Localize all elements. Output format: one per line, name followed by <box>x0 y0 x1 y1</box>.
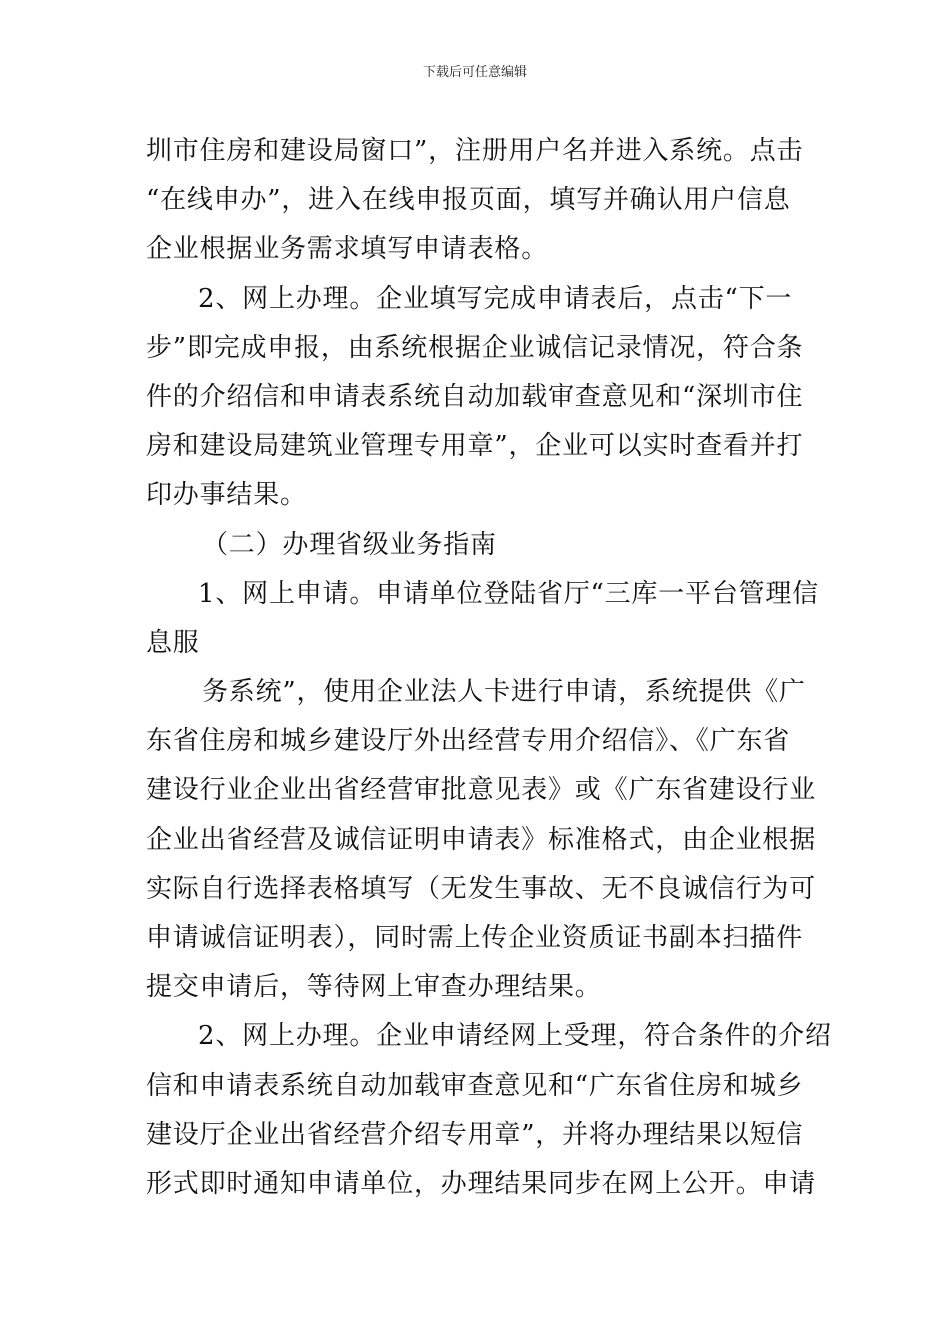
text-line: 形式即时通知申请单位，办理结果同步在网上公开。申请 <box>146 1168 817 1199</box>
text-line: 申请诚信证明表），同时需上传企业资质证书副本扫描件 <box>146 923 804 953</box>
section-heading: （二）办理省级业务指南 <box>202 529 497 560</box>
page-header: 下载后可任意编辑 <box>422 65 527 80</box>
text-line: 提交申请后，等待网上审查办理结果。 <box>146 972 602 1003</box>
text-line: 1、网上申请。申请单位登陆省厅“三库一平台管理信 <box>198 578 820 609</box>
text-line: “在线申办”，进入在线申报页面，填写并确认用户信息 <box>146 185 791 216</box>
text-line: 件的介绍信和申请表系统自动加载审查意见和“深圳市住 <box>146 381 804 412</box>
text-line: 实际自行选择表格填写（无发生事故、无不良诚信行为可 <box>146 873 817 904</box>
text-line: 东省住房和城乡建设厅外出经营专用介绍信》、《广东省 <box>146 726 791 757</box>
text-line: 建设厅企业出省经营介绍专用章”，并将办理结果以短信 <box>146 1119 804 1150</box>
text-line: 信和申请表系统自动加载审查意见和“广东省住房和城乡 <box>146 1070 804 1101</box>
text-line: 企业出省经营及诚信证明申请表》标准格式，由企业根据 <box>146 824 817 855</box>
text-line: 圳市住房和建设局窗口”，注册用户名并进入系统。点击 <box>146 136 804 166</box>
text-line: 印办事结果。 <box>146 480 307 511</box>
document-body <box>146 127 832 1209</box>
text-line: 企业根据业务需求填写申请表格。 <box>146 234 549 265</box>
text-line: 建设行业企业出省经营审批意见表》或《广东省建设行业 <box>146 775 817 806</box>
text-line: 务系统”，使用企业法人卡进行申请，系统提供《广 <box>202 677 806 708</box>
text-line: 2、网上办理。企业申请经网上受理，符合条件的介绍 <box>198 1021 832 1052</box>
text-line: 房和建设局建筑业管理专用章”，企业可以实时查看并打 <box>146 431 804 462</box>
text-line: 步”即完成申报，由系统根据企业诚信记录情况，符合条 <box>146 332 804 363</box>
text-line: 息服 <box>146 627 200 658</box>
text-line: 2、网上办理。企业填写完成申请表后，点击“下一 <box>198 283 793 314</box>
